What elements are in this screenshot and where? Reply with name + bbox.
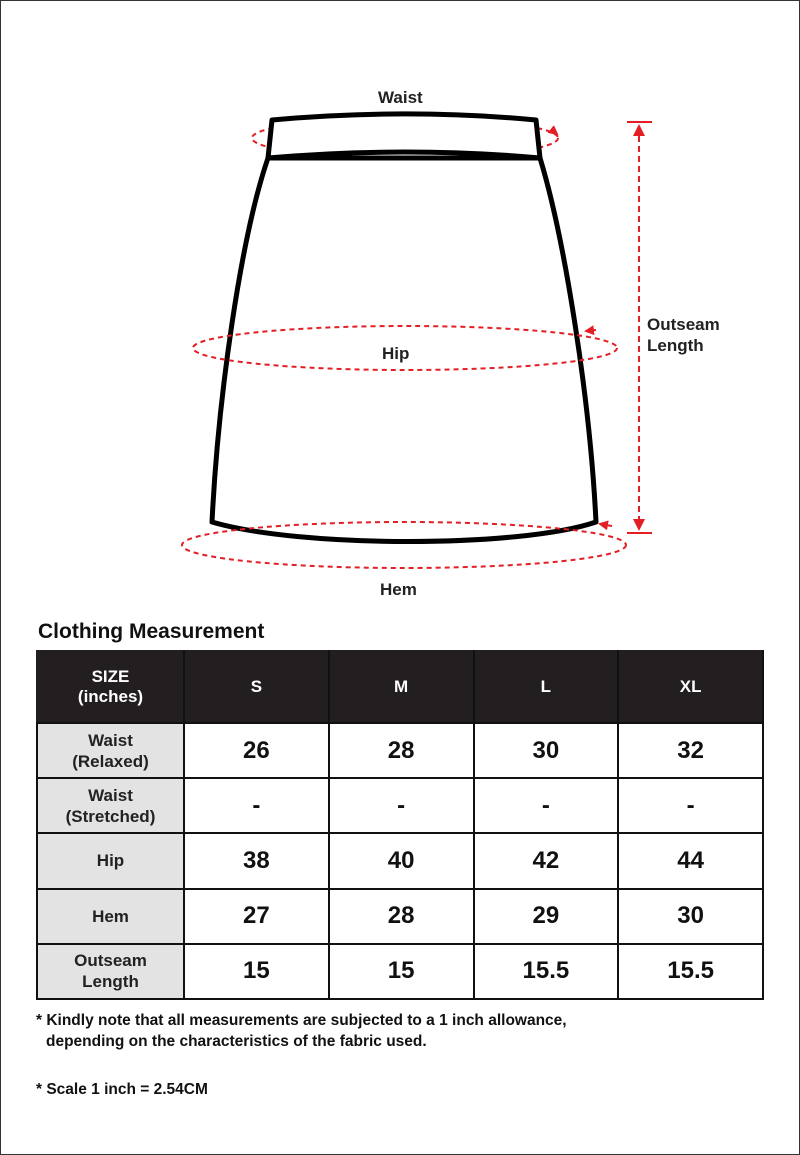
outseam-label-line1: Outseam <box>647 315 720 334</box>
outseam-arrow-up <box>633 124 645 136</box>
table-row-waist-stretched <box>37 778 763 833</box>
row-label-outseam-length <box>37 944 184 999</box>
allowance-note-line1: * Kindly note that all measurements are subjected to a 1 inch allowance, <box>36 1012 567 1029</box>
table-cell: 27 <box>184 889 329 944</box>
waistband-outline <box>268 114 540 158</box>
outseam-arrow-down <box>633 519 645 531</box>
table-cell: 44 <box>618 833 763 888</box>
outseam-label-line2: Length <box>647 336 704 355</box>
size-header-line1: SIZE <box>91 667 130 686</box>
table-cell: 28 <box>329 723 474 778</box>
row-label-line1: Outseam <box>74 951 147 971</box>
size-header-l: L <box>474 651 619 723</box>
table-cell: 29 <box>474 889 619 944</box>
table-cell: 15 <box>329 944 474 999</box>
table-cell: 30 <box>474 723 619 778</box>
table-cell: 32 <box>618 723 763 778</box>
hip-guide-arrow <box>586 330 596 331</box>
allowance-note <box>36 1010 567 1052</box>
allowance-note-line2: depending on the characteristics of the fabric used. <box>46 1033 427 1050</box>
row-label-line1: Waist <box>88 730 133 750</box>
row-label-line1: Waist <box>88 785 133 805</box>
table-cell: 15.5 <box>474 944 619 999</box>
table-cell: 28 <box>329 889 474 944</box>
row-label-hem: Hem <box>37 889 184 944</box>
table-cell: 15.5 <box>618 944 763 999</box>
table-cell: 26 <box>184 723 329 778</box>
size-header-line2: (inches) <box>77 687 144 706</box>
size-chart-table <box>36 650 764 1000</box>
table-row-outseam-length <box>37 944 763 999</box>
table-cell: 42 <box>474 833 619 888</box>
row-label-waist-stretched <box>37 778 184 833</box>
table-title: Clothing Measurement <box>38 620 265 643</box>
row-label-hip: Hip <box>37 833 184 888</box>
size-header-m: M <box>329 651 474 723</box>
hem-guide-arrow <box>600 524 612 526</box>
waist-label: Waist <box>378 88 423 107</box>
table-row-hip <box>37 833 763 888</box>
table-cell: - <box>474 778 619 833</box>
table-cell: 15 <box>184 944 329 999</box>
table-header-row <box>37 651 763 723</box>
row-label-line2: (Relaxed) <box>72 751 149 771</box>
row-label-waist-relaxed <box>37 723 184 778</box>
table-cell: 38 <box>184 833 329 888</box>
row-label-line2: (Stretched) <box>65 806 156 826</box>
table-cell: - <box>618 778 763 833</box>
size-header-xl: XL <box>618 651 763 723</box>
hem-label: Hem <box>380 580 417 599</box>
size-header-s: S <box>184 651 329 723</box>
table-cell: - <box>184 778 329 833</box>
table-cell: 30 <box>618 889 763 944</box>
table-row-waist-relaxed <box>37 723 763 778</box>
table-cell: 40 <box>329 833 474 888</box>
hip-label: Hip <box>382 344 410 363</box>
outseam-length-label <box>647 314 720 356</box>
row-label-line2: Length <box>82 972 139 992</box>
table-row-hem <box>37 889 763 944</box>
size-unit-header <box>37 651 184 723</box>
scale-note: * Scale 1 inch = 2.54CM <box>36 1081 208 1098</box>
table-cell: - <box>329 778 474 833</box>
